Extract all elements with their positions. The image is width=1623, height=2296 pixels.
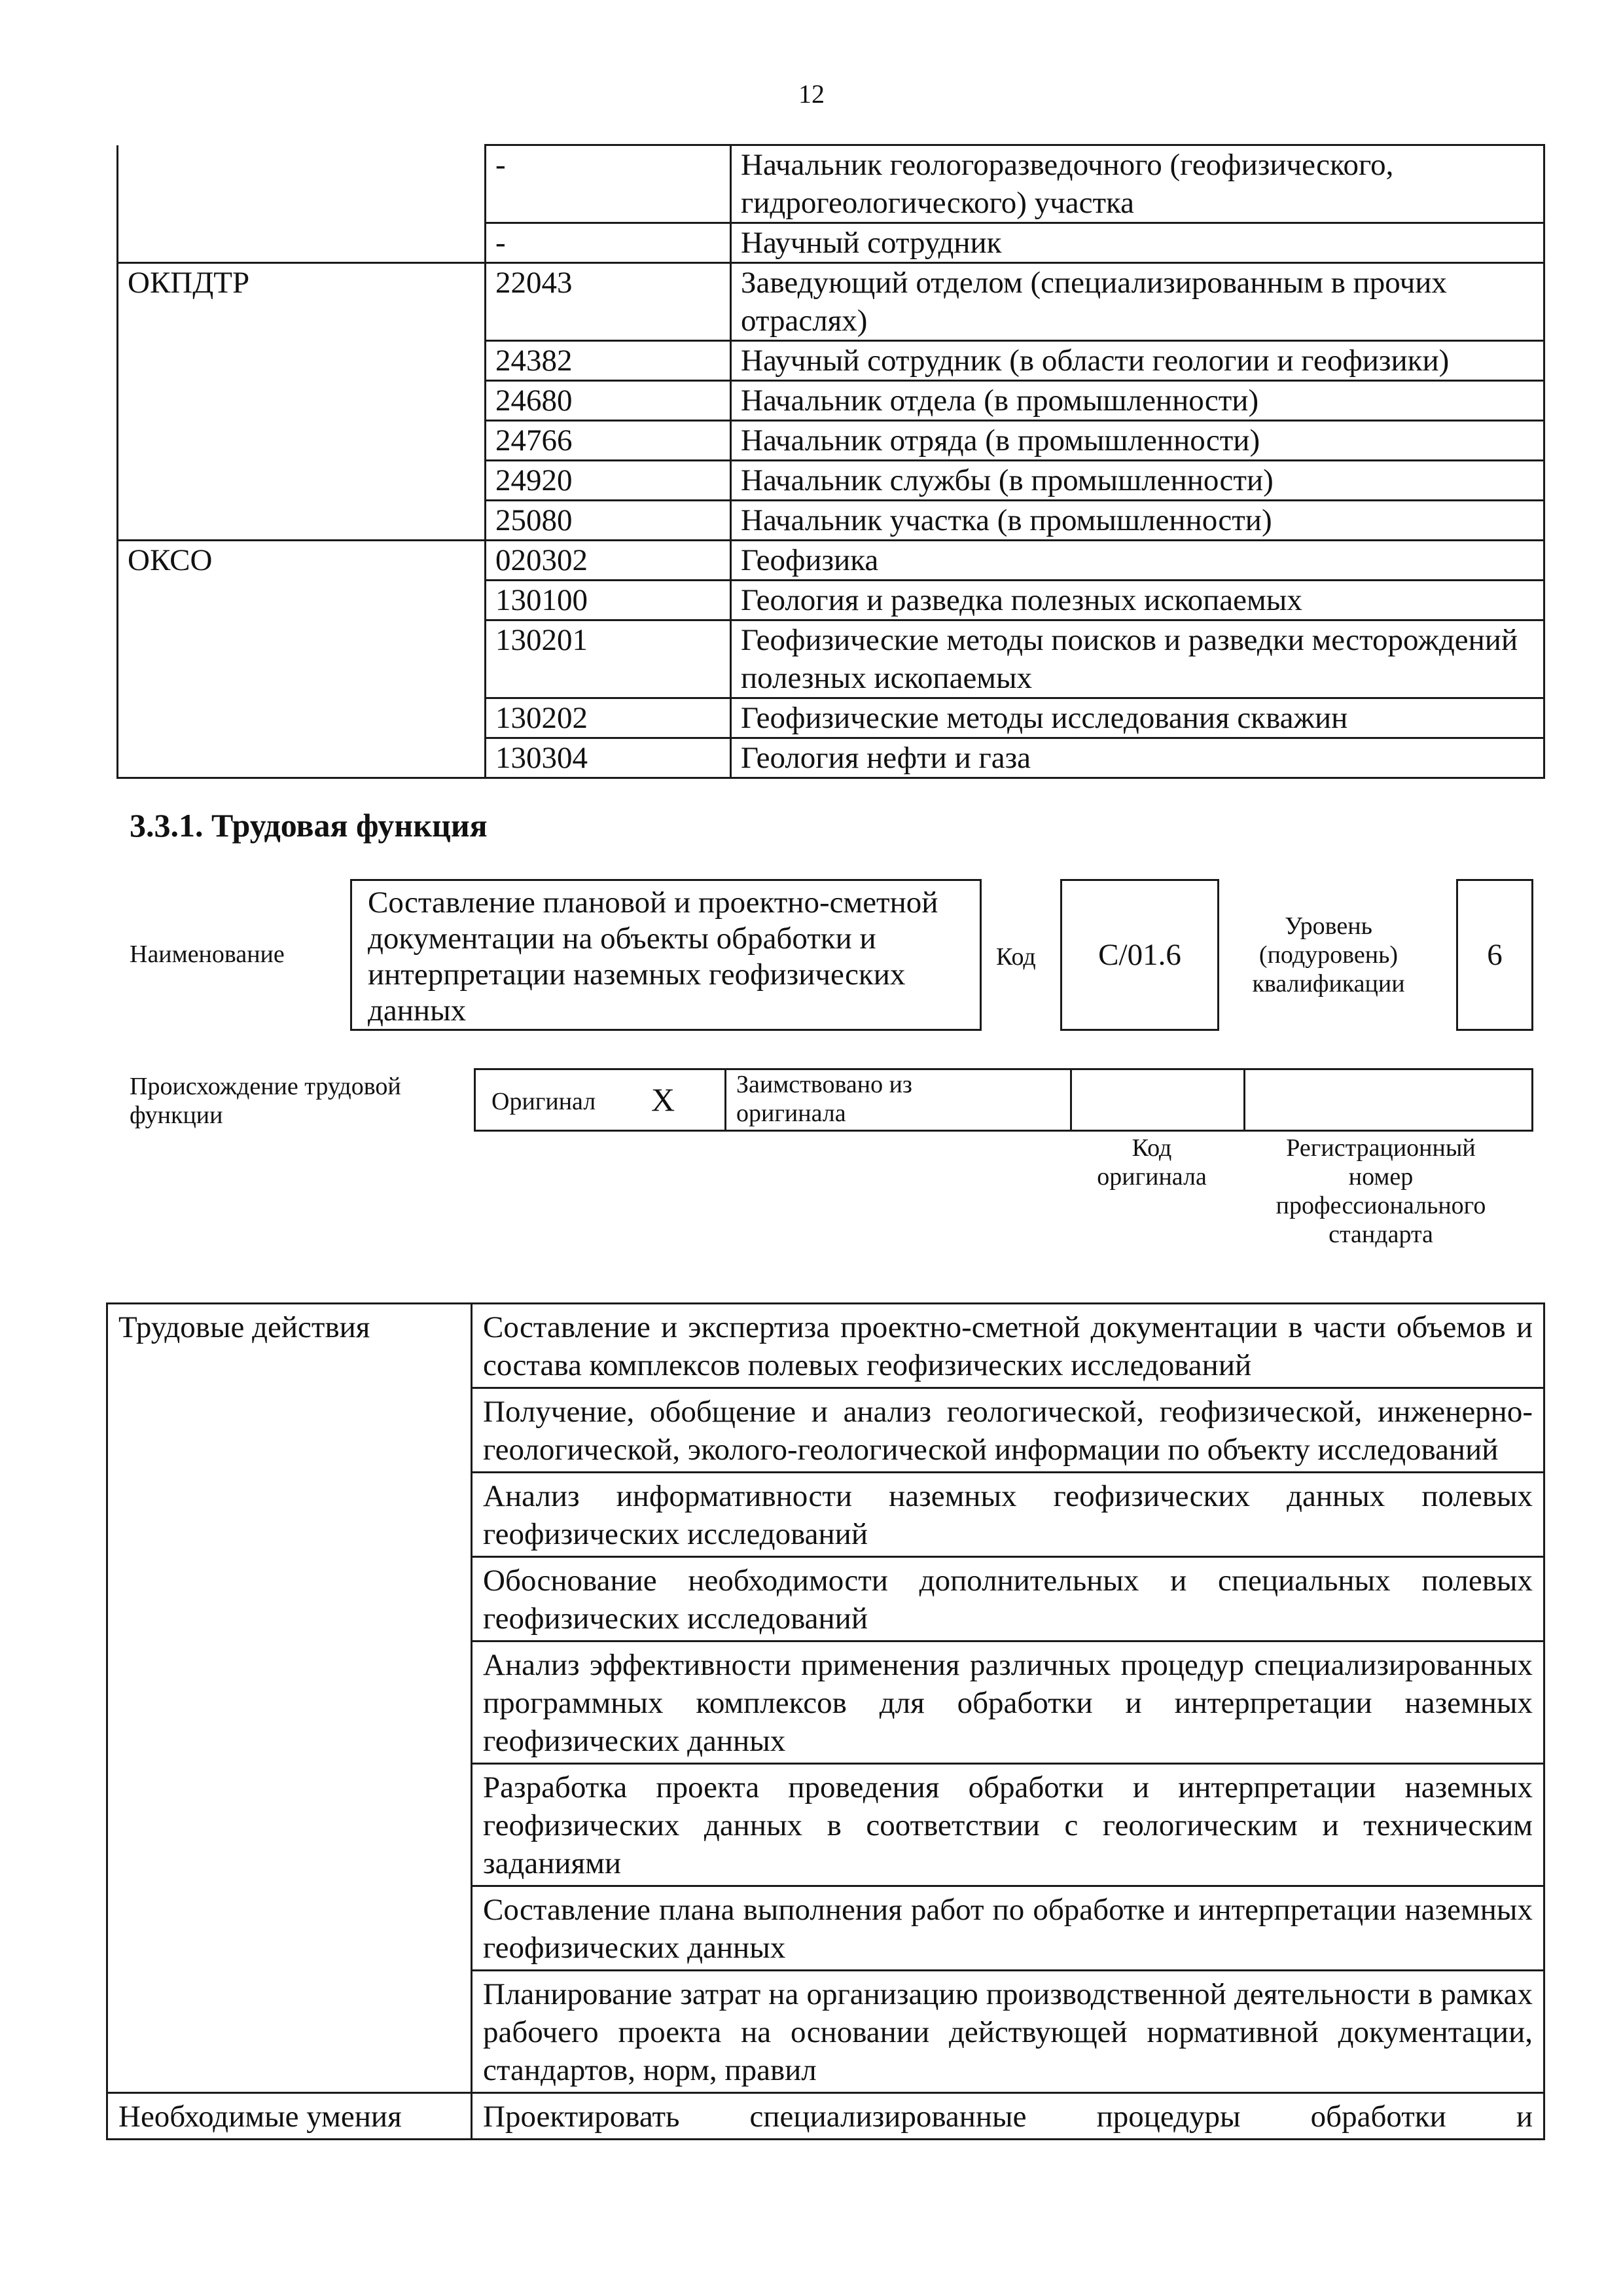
original-label: Оригинал xyxy=(491,1088,596,1115)
code-cell: 020302 xyxy=(486,541,731,581)
page-number: 12 xyxy=(798,79,825,109)
name-cell: Начальник службы (в промышленности) xyxy=(731,461,1544,501)
code-cell: 130304 xyxy=(486,738,731,778)
function-name-box xyxy=(350,879,982,1031)
name-cell: Начальник геологоразведочного (геофизического, гидрогеологического) участка xyxy=(731,145,1544,223)
table-row xyxy=(107,1304,1544,1388)
code-cell: 24766 xyxy=(486,421,731,461)
code-cell: 22043 xyxy=(486,263,731,341)
work-actions-table xyxy=(106,1302,1545,2140)
code-cell: 130100 xyxy=(486,581,731,620)
table-row xyxy=(118,145,1544,223)
name-cell: Научный сотрудник (в области геологии и геофизики) xyxy=(731,341,1544,381)
level-label: Уровень (подуровень) квалификации xyxy=(1252,912,1405,997)
group-label-okpdtr: ОКПДТР xyxy=(118,263,486,541)
code-original-caption: Код оригинала xyxy=(1097,1134,1207,1191)
function-code-value: C/01.6 xyxy=(1098,938,1181,972)
borrowed-label: Заимствовано из оригинала xyxy=(736,1071,912,1127)
table-row xyxy=(107,2093,1544,2140)
name-cell: Геология и разведка полезных ископаемых xyxy=(731,581,1544,620)
code-cell: 130201 xyxy=(486,620,731,698)
divider xyxy=(1243,1068,1245,1132)
function-name-value: Составление плановой и проектно-сметной документации на объекты обработки и интерпретации наземных геофизических данных xyxy=(368,886,938,1028)
code-cell: 130202 xyxy=(486,698,731,738)
code-cell: 25080 xyxy=(486,501,731,541)
name-cell: Начальник отдела (в промышленности) xyxy=(731,381,1544,421)
level-box xyxy=(1456,879,1533,1031)
work-action-item: Составление и экспертиза проектно-сметной документации в части объемов и состава комплексов полевых геофизических исследований xyxy=(472,1304,1544,1388)
function-code-box xyxy=(1060,879,1219,1031)
name-cell: Геофизические методы исследования скважин xyxy=(731,698,1544,738)
work-actions-label: Трудовые действия xyxy=(107,1304,472,2093)
work-action-item: Планирование затрат на организацию производственной деятельности в рамках рабочего проекта на основании действующей нормативной документации, стандартов, норм, правил xyxy=(472,1971,1544,2093)
level-value: 6 xyxy=(1487,938,1503,972)
name-cell: Геофизические методы поисков и разведки месторождений полезных ископаемых xyxy=(731,620,1544,698)
work-action-item: Анализ информативности наземных геофизических данных полевых геофизических исследований xyxy=(472,1473,1544,1557)
name-cell: Начальник участка (в промышленности) xyxy=(731,501,1544,541)
origin-box xyxy=(474,1068,1533,1132)
code-cell: - xyxy=(486,223,731,263)
name-label: Наименование xyxy=(130,941,285,968)
table-row xyxy=(118,541,1544,581)
code-cell: 24680 xyxy=(486,381,731,421)
work-action-item: Обоснование необходимости дополнительных и специальных полевых геофизических исследований xyxy=(472,1557,1544,1641)
required-skill-item: Проектировать специализированные процедуры обработки и xyxy=(472,2093,1544,2140)
work-action-item: Разработка проекта проведения обработки и интерпретации наземных геофизических данных в соответствии с геологическим и техническим заданиями xyxy=(472,1764,1544,1886)
table-row xyxy=(118,263,1544,341)
section-title: 3.3.1. Трудовая функция xyxy=(130,807,488,844)
group-label-okso: ОКСО xyxy=(118,541,486,778)
origin-label: Происхождение трудовой функции xyxy=(130,1073,401,1129)
name-cell: Начальник отряда (в промышленности) xyxy=(731,421,1544,461)
name-cell: Геология нефти и газа xyxy=(731,738,1544,778)
original-mark: X xyxy=(651,1081,675,1118)
code-cell: 24920 xyxy=(486,461,731,501)
name-cell: Геофизика xyxy=(731,541,1544,581)
code-cell: 24382 xyxy=(486,341,731,381)
name-cell: Научный сотрудник xyxy=(731,223,1544,263)
work-action-item: Составление плана выполнения работ по обработке и интерпретации наземных геофизических данных xyxy=(472,1886,1544,1971)
group-cell-continued xyxy=(118,145,486,263)
required-skills-label: Необходимые умения xyxy=(107,2093,472,2140)
code-cell: - xyxy=(486,145,731,223)
divider xyxy=(724,1068,726,1132)
name-cell: Заведующий отделом (специализированным в прочих отраслях) xyxy=(731,263,1544,341)
code-label: Код xyxy=(996,943,1036,971)
classification-table xyxy=(116,144,1545,779)
work-action-item: Получение, обобщение и анализ геологической, геофизической, инженерно-геологической, эколого-геологической информации по объекту исследований xyxy=(472,1388,1544,1473)
divider xyxy=(1070,1068,1072,1132)
reg-number-caption: Регистрационный номер профессионального стандарта xyxy=(1275,1134,1486,1248)
work-action-item: Анализ эффективности применения различных процедур специализированных программных комплексов для обработки и интерпретации наземных геофизических данных xyxy=(472,1641,1544,1764)
